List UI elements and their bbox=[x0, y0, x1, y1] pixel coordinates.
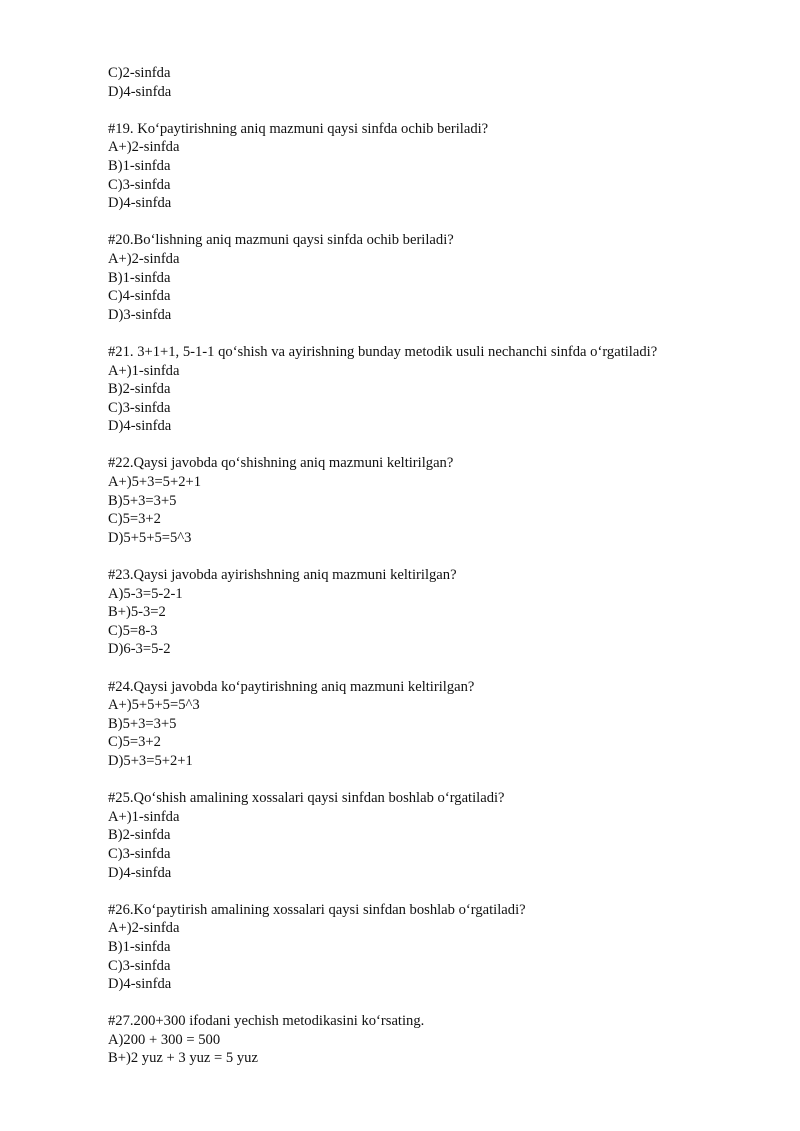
answer-option: D)5+5+5=5^3 bbox=[108, 529, 192, 546]
answer-option: B)5+3=3+5 bbox=[108, 715, 177, 732]
question-20 bbox=[108, 231, 768, 324]
answer-option: D)5+3=5+2+1 bbox=[108, 752, 193, 769]
answer-option: A+)2-sinfda bbox=[108, 920, 180, 937]
answer-option: A)200 + 300 = 500 bbox=[108, 1031, 221, 1048]
answer-option: C)3-sinfda bbox=[108, 399, 171, 416]
answer-option: B)2-sinfda bbox=[108, 827, 171, 844]
answer-option: B+)5-3=2 bbox=[108, 604, 166, 621]
question-text: #19. Ko‘paytirishning aniq mazmuni qaysi sinfda ochib beriladi? bbox=[108, 120, 489, 137]
answer-option: B)1-sinfda bbox=[108, 269, 171, 286]
answer-option: D)4-sinfda bbox=[108, 195, 172, 212]
question-text: #20.Bo‘lishning aniq mazmuni qaysi sinfda ochib beriladi? bbox=[108, 232, 454, 249]
answer-option: A+)2-sinfda bbox=[108, 139, 180, 156]
answer-option: D)4-sinfda bbox=[108, 83, 172, 100]
answer-option: C)3-sinfda bbox=[108, 957, 171, 974]
answer-option: D)3-sinfda bbox=[108, 306, 172, 323]
question-text: #26.Ko‘paytirish amalining xossalari qaysi sinfdan boshlab o‘rgatiladi? bbox=[108, 901, 526, 918]
answer-option: B)1-sinfda bbox=[108, 938, 171, 955]
question-26 bbox=[108, 901, 768, 994]
question-18-tail bbox=[108, 64, 768, 101]
question-text: #27.200+300 ifodani yechish metodikasini ko‘rsating. bbox=[108, 1013, 425, 1030]
answer-option: B)2-sinfda bbox=[108, 381, 171, 398]
answer-option: C)3-sinfda bbox=[108, 845, 171, 862]
answer-option: D)6-3=5-2 bbox=[108, 641, 171, 658]
question-text: #21. 3+1+1, 5-1-1 qo‘shish va ayirishning bunday metodik usuli nechanchi sinfda o‘rgatiladi? bbox=[108, 343, 658, 360]
answer-option: C)5=3+2 bbox=[108, 511, 161, 528]
question-text: #23.Qaysi javobda ayirishshning aniq mazmuni keltirilgan? bbox=[108, 567, 457, 584]
question-19 bbox=[108, 120, 768, 213]
answer-option: B+)2 yuz + 3 yuz = 5 yuz bbox=[108, 1050, 258, 1067]
answer-option: A+)1-sinfda bbox=[108, 808, 180, 825]
question-27 bbox=[108, 1012, 768, 1068]
question-text: #25.Qo‘shish amalining xossalari qaysi sinfdan boshlab o‘rgatiladi? bbox=[108, 790, 505, 807]
answer-option: C)5=8-3 bbox=[108, 622, 158, 639]
answer-option: D)4-sinfda bbox=[108, 864, 172, 881]
answer-option: A+)2-sinfda bbox=[108, 250, 180, 267]
answer-option: D)4-sinfda bbox=[108, 418, 172, 435]
question-text: #24.Qaysi javobda ko‘paytirishning aniq mazmuni keltirilgan? bbox=[108, 678, 475, 695]
answer-option: C)3-sinfda bbox=[108, 176, 171, 193]
question-22 bbox=[108, 454, 768, 547]
question-25 bbox=[108, 789, 768, 882]
question-text: #22.Qaysi javobda qo‘shishning aniq mazmuni keltirilgan? bbox=[108, 455, 454, 472]
document-page bbox=[108, 64, 768, 1087]
answer-option: C)5=3+2 bbox=[108, 734, 161, 751]
answer-option: D)4-sinfda bbox=[108, 976, 172, 993]
answer-option: C)2-sinfda bbox=[108, 65, 171, 81]
answer-option: B)5+3=3+5 bbox=[108, 492, 177, 509]
answer-option: C)4-sinfda bbox=[108, 288, 171, 305]
question-21 bbox=[108, 343, 768, 436]
answer-option: A)5-3=5-2-1 bbox=[108, 585, 183, 602]
answer-option: A+)5+5+5=5^3 bbox=[108, 697, 200, 714]
answer-option: A+)1-sinfda bbox=[108, 362, 180, 379]
question-23 bbox=[108, 566, 768, 659]
answer-option: A+)5+3=5+2+1 bbox=[108, 474, 202, 491]
answer-option: B)1-sinfda bbox=[108, 157, 171, 174]
question-24 bbox=[108, 678, 768, 771]
